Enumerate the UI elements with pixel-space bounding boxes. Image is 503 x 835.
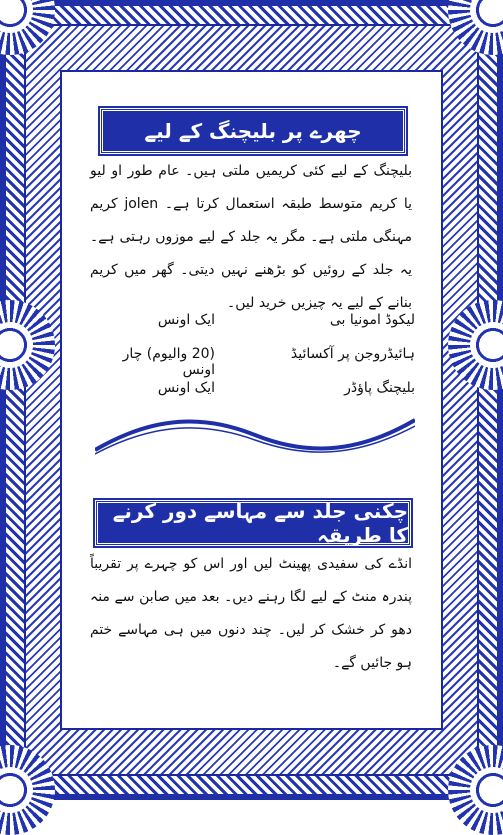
section1-paragraph: بلیچنگ کے لیے کئی کریمیں ملتی ہیں۔ عام طور او لیو یا کریم متوسط طبقہ استعمال کرتا ہے۔ jolen کریم مہنگی ملتی ہے۔ مگر یہ جلد کے لیے موزوں رہتی ہے۔ یہ جلد کے روئیں کو بڑھنے نہیں دیتی۔ گھر میں کریم بنانے کے لیے یہ چیزیں خرید لیں۔: [90, 163, 412, 311]
ingredient-name: ہائیڈروجن پر آکسائیڈ: [290, 346, 415, 362]
ingredient-quantity: ایک اونس: [157, 380, 215, 396]
section2-paragraph: انڈے کی سفیدی پھینٹ لیں اور اس کو چہرے پر تقریباً پندرہ منٹ کے لیے لگا رہنے دیں۔ بعد میں صابن سے منہ دھو کر خشک کر لیں۔ چند دنوں میں ہی مہاسے ختم ہو جائیں گے۔: [90, 556, 412, 671]
ingredient-name: بلیچنگ پاؤڈر: [344, 380, 415, 396]
ingredient-row: [95, 346, 415, 376]
ingredient-quantity: (20 والیوم) چار اونس: [122, 346, 215, 378]
section2-heading: چکنی جلد سے مہاسے دور کرنے کا طریقہ: [95, 500, 411, 546]
ingredient-row: [95, 380, 415, 410]
ingredient-name: لیکوڈ امونیا بی: [329, 312, 415, 328]
section1-heading: چھرے پر بلیچنگ کے لیے: [100, 108, 406, 154]
ingredient-row: [95, 312, 415, 342]
ingredient-quantity: ایک اونس: [157, 312, 215, 328]
wave-divider: [95, 410, 415, 460]
